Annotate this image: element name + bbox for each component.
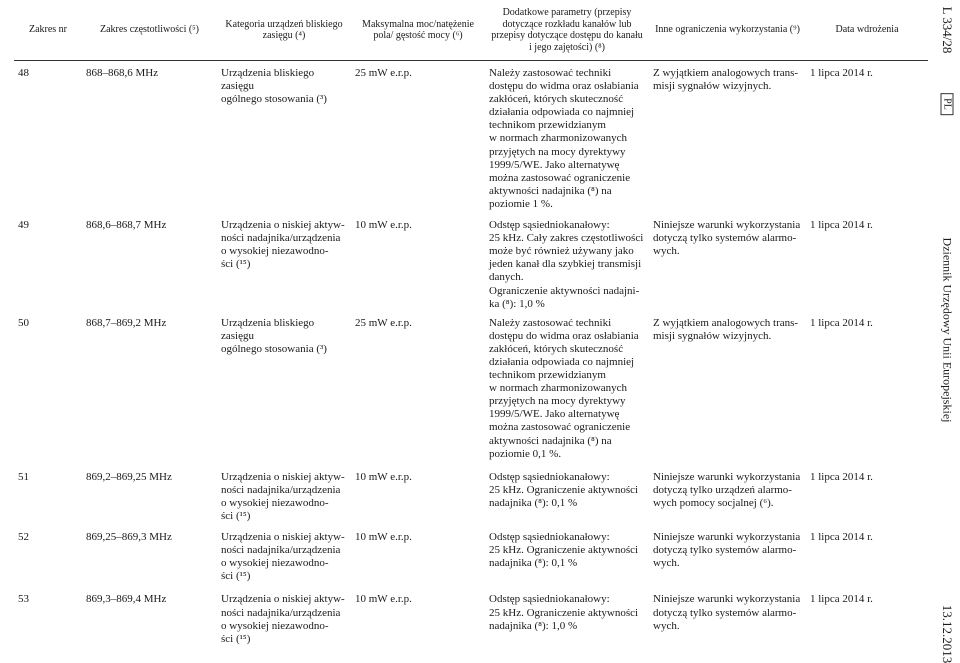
cell-ograniczenia-line: Z wyjątkiem analogowych trans- [653,67,799,79]
table-header-row [14,0,928,61]
frequency-table-container [14,0,928,663]
cell-ograniczenia-line: Niniejsze warunki wykorzystania [653,219,801,232]
cell-dodatkowe-parametry [485,61,649,212]
cell-dodatkowe-parametry-line: aktywności nadajnika (⁸) na [489,184,612,197]
table-row [14,311,928,461]
cell-dodatkowe-parametry-line: 25 kHz. Cały zakres częstotliwości [489,232,644,245]
cell-moc: 10 mW e.r.p. [355,470,412,483]
cell-ograniczenia-line: dotyczą tylko urządzeń alarmo- [653,483,792,496]
cell-dodatkowe-parametry-line: jeden kanał dla szybkiej transmisji [489,258,642,271]
cell-ograniczenia-line: wych. [653,245,680,258]
cell-dodatkowe-parametry-line: nadajnika (⁸): 0,1 % [489,496,578,509]
cell-dodatkowe-parametry-line: dostępu do widma oraz osłabiania [489,329,639,342]
cell-zakres-czestotliwosci: 868–868,6 MHz [86,67,159,79]
cell-data-wdrozenia: 1 lipca 2014 r. [810,219,873,232]
cell-zakres-czestotliwosci: 868,6–868,7 MHz [86,219,167,232]
cell-dodatkowe-parametry-line: ka (⁸): 1,0 % [489,297,545,310]
cell-ograniczenia-line: dotyczą tylko systemów alarmo- [653,606,797,619]
cell-data-wdrozenia: 1 lipca 2014 r. [810,470,873,483]
cell-kategoria-line: Urządzenia o niskiej aktyw- [221,219,345,232]
cell-ograniczenia-line: wych. [653,619,680,632]
cell-dodatkowe-parametry-line: poziomie 0,1 %. [489,447,562,460]
cell-dodatkowe-parametry [485,523,649,583]
cell-kategoria-line: ności nadajnika/urządzenia [221,232,341,245]
cell-dodatkowe-parametry-line: przyjętych na mocy dyrektywy [489,145,626,158]
cell-kategoria-line: ogólnego stosowania (³) [221,93,327,106]
cell-ograniczenia-line: misji sygnałów wizyjnych. [653,329,772,342]
cell-moc: 10 mW e.r.p. [355,531,412,544]
cell-kategoria [217,311,351,461]
page-margin-sidebar [934,0,960,663]
cell-dodatkowe-parametry-line: działania odpowiada co najmniej [489,106,635,119]
header-ograniczenia: Inne ograniczenia wykorzystania (⁹) [649,0,806,61]
cell-zakres-nr: 49 [18,219,29,232]
cell-dodatkowe-parametry-line: Odstęp sąsiedniokanałowy: [489,593,610,606]
cell-kategoria-line: Urządzenia o niskiej aktyw- [221,531,345,544]
cell-ograniczenia-line: Niniejsze warunki wykorzystania [653,593,801,606]
cell-dodatkowe-parametry-line: może być również używany jako [489,245,634,258]
cell-zakres-nr: 48 [18,67,29,79]
header-zakres-czestotliwosci: Zakres częstotliwości (⁵) [82,0,217,61]
cell-kategoria-line: Urządzenia bliskiego zasięgu [221,67,315,93]
cell-kategoria-line: ści (¹⁵) [221,570,251,583]
table-row [14,461,928,523]
cell-dodatkowe-parametry-line: 25 kHz. Ograniczenie aktywności [489,606,639,619]
cell-ograniczenia [649,461,806,523]
cell-kategoria-line: o wysokiej niezawodno- [221,619,329,632]
cell-dodatkowe-parametry-line: w normach zharmonizowanych [489,382,628,395]
cell-dodatkowe-parametry-line: można zastosować ograniczenie [489,171,631,184]
cell-zakres-nr: 51 [18,470,29,483]
table-row [14,523,928,583]
header-data-wdrozenia: Data wdrożenia [806,0,928,61]
cell-data-wdrozenia: 1 lipca 2014 r. [810,316,873,329]
header-moc: Maksymalna moc/natężenie pola/ gęstość mocy (⁶) [351,0,485,61]
cell-dodatkowe-parametry-line: zakłóceń, których skuteczność [489,342,624,355]
table-row [14,211,928,311]
cell-kategoria [217,523,351,583]
cell-moc: 25 mW e.r.p. [355,316,412,329]
cell-dodatkowe-parametry-line: 1999/5/WE. Jako alternatywę [489,158,620,171]
cell-ograniczenia-line: dotyczą tylko systemów alarmo- [653,544,797,557]
cell-dodatkowe-parametry-line: 1999/5/WE. Jako alternatywę [489,408,620,421]
cell-kategoria-line: Urządzenia bliskiego zasięgu [221,316,315,342]
cell-dodatkowe-parametry-line: nadajnika (⁸): 0,1 % [489,557,578,570]
cell-dodatkowe-parametry-line: aktywności nadajnika (⁸) na [489,434,612,447]
cell-dodatkowe-parametry-line: technikom przewidzianym [489,369,606,382]
cell-kategoria [217,211,351,311]
cell-moc: 25 mW e.r.p. [355,67,412,79]
cell-kategoria-line: ności nadajnika/urządzenia [221,544,341,557]
journal-title: Dziennik Urzędowy Unii Europejskiej [940,237,955,423]
cell-ograniczenia [649,583,806,645]
cell-dodatkowe-parametry [485,311,649,461]
cell-ograniczenia [649,61,806,212]
cell-dodatkowe-parametry-line: w normach zharmonizowanych [489,132,628,145]
cell-kategoria-line: Urządzenia o niskiej aktyw- [221,593,345,606]
cell-zakres-czestotliwosci: 869,2–869,25 MHz [86,470,172,483]
cell-zakres-czestotliwosci: 868,7–869,2 MHz [86,316,167,329]
frequency-table [14,0,928,646]
language-badge: PL [941,93,954,115]
cell-kategoria-line: Urządzenia o niskiej aktyw- [221,470,345,483]
cell-dodatkowe-parametry-line: Odstęp sąsiedniokanałowy: [489,531,610,544]
cell-ograniczenia-line: Z wyjątkiem analogowych trans- [653,316,799,329]
cell-kategoria [217,461,351,523]
cell-kategoria-line: o wysokiej niezawodno- [221,557,329,570]
table-row [14,583,928,645]
header-dodatkowe-parametry: Dodatkowe parametry (przepisy dotyczące rozkładu kanałów lub przepisy dotyczące dostępu do kanału i jego zajętości) (⁸) [485,0,649,61]
cell-dodatkowe-parametry-line: danych. [489,271,524,284]
cell-dodatkowe-parametry-line: poziomie 1 %. [489,197,553,210]
header-kategoria: Kategoria urządzeń bliskiego zasięgu (⁴) [217,0,351,61]
cell-dodatkowe-parametry-line: technikom przewidzianym [489,119,606,132]
cell-data-wdrozenia: 1 lipca 2014 r. [810,67,873,79]
cell-data-wdrozenia: 1 lipca 2014 r. [810,531,873,544]
cell-kategoria-line: ności nadajnika/urządzenia [221,483,341,496]
cell-dodatkowe-parametry-line: Ograniczenie aktywności nadajni- [489,284,640,297]
cell-ograniczenia-line: Niniejsze warunki wykorzystania [653,531,801,544]
cell-ograniczenia-line: Niniejsze warunki wykorzystania [653,470,801,483]
cell-zakres-nr: 50 [18,316,29,329]
cell-kategoria-line: o wysokiej niezawodno- [221,245,329,258]
cell-dodatkowe-parametry-line: 25 kHz. Ograniczenie aktywności [489,544,639,557]
cell-kategoria [217,583,351,645]
cell-moc: 10 mW e.r.p. [355,593,412,606]
cell-ograniczenia-line: dotyczą tylko systemów alarmo- [653,232,797,245]
table-row [14,61,928,212]
cell-kategoria-line: ści (¹⁵) [221,258,251,271]
cell-dodatkowe-parametry-line: Odstęp sąsiedniokanałowy: [489,219,610,232]
cell-zakres-czestotliwosci: 869,25–869,3 MHz [86,531,172,544]
cell-dodatkowe-parametry-line: nadajnika (⁸): 1,0 % [489,619,578,632]
cell-kategoria-line: ści (¹⁵) [221,510,251,522]
cell-kategoria-line: ogólnego stosowania (³) [221,342,327,355]
cell-dodatkowe-parametry [485,583,649,645]
cell-ograniczenia [649,311,806,461]
cell-dodatkowe-parametry-line: dostępu do widma oraz osłabiania [489,80,639,93]
cell-ograniczenia-line: misji sygnałów wizyjnych. [653,80,772,93]
cell-zakres-nr: 53 [18,593,29,606]
cell-kategoria-line: o wysokiej niezawodno- [221,496,329,509]
cell-zakres-nr: 52 [18,531,29,544]
cell-kategoria-line: ści (¹⁵) [221,632,251,645]
cell-data-wdrozenia: 1 lipca 2014 r. [810,593,873,606]
cell-ograniczenia [649,523,806,583]
cell-dodatkowe-parametry-line: zakłóceń, których skuteczność [489,93,624,106]
header-zakres-nr: Zakres nr [14,0,82,61]
cell-ograniczenia-line: wych. [653,557,680,570]
publication-date: 13.12.2013 [940,604,955,663]
page-reference: L 334/28 [940,6,955,54]
cell-ograniczenia [649,211,806,311]
cell-dodatkowe-parametry-line: można zastosować ograniczenie [489,421,631,434]
cell-dodatkowe-parametry-line: działania odpowiada co najmniej [489,355,635,368]
cell-dodatkowe-parametry [485,461,649,523]
cell-dodatkowe-parametry-line: Należy zastosować techniki [489,67,612,79]
cell-kategoria [217,61,351,212]
cell-dodatkowe-parametry-line: 25 kHz. Ograniczenie aktywności [489,483,639,496]
cell-dodatkowe-parametry-line: Odstęp sąsiedniokanałowy: [489,470,610,483]
cell-kategoria-line: ności nadajnika/urządzenia [221,606,341,619]
cell-dodatkowe-parametry-line: przyjętych na mocy dyrektywy [489,395,626,408]
cell-ograniczenia-line: wych pomocy socjalnej (⁶). [653,496,774,509]
cell-zakres-czestotliwosci: 869,3–869,4 MHz [86,593,167,606]
cell-dodatkowe-parametry-line: Należy zastosować techniki [489,316,612,329]
cell-moc: 10 mW e.r.p. [355,219,412,232]
cell-dodatkowe-parametry [485,211,649,311]
